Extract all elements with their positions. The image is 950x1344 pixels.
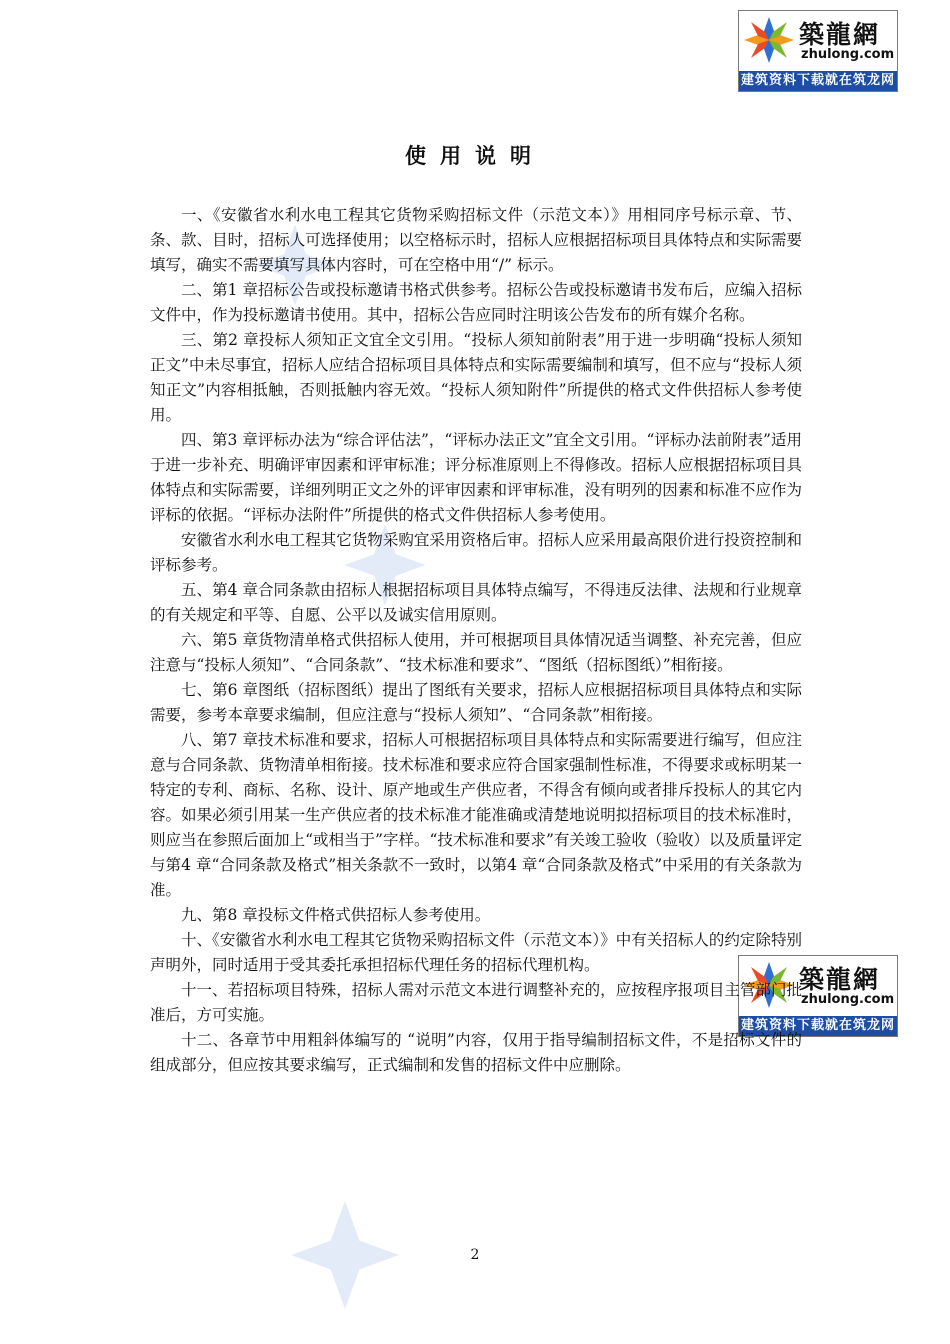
logo-domain-text: zhulong.com (801, 47, 895, 62)
page-number: 2 (470, 1247, 480, 1263)
paragraph-4-note: 安徽省水利水电工程其它货物采购宜采用资格后审。招标人应采用最高限价进行投资控制和评标参考。 (150, 531, 802, 574)
logo-domain-text: zhulong.com (801, 992, 895, 1007)
paragraph-5: 五、第4 章合同条款由招标人根据招标项目具体特点编写，不得违反法律、法规和行业规章的有关规定和平等、自愿、公平以及诚实信用原则。 (150, 581, 802, 624)
document-body (150, 203, 802, 1078)
paragraph-2: 二、第1 章招标公告或投标邀请书格式供参考。招标公告或投标邀请书发布后，应编入招标文件中，作为投标邀请书使用。其中，招标公告应同时注明该公告发布的所有媒介名称。 (150, 281, 802, 324)
paragraph-3: 三、第2 章投标人须知正文宜全文引用。“投标人须知前附表”用于进一步明确“投标人须知正文”中未尽事宜，招标人应结合招标项目具体特点和实际需要编制和填写，但不应与“投标人须知正文”内容相抵触，否则抵触内容无效。“投标人须知附件”所提供的格式文件供招标人参考使用。 (150, 331, 802, 424)
logo-brand-text: 築龍網 (799, 20, 881, 49)
zhulong-snowflake-icon (741, 15, 797, 65)
paragraph-6: 六、第5 章货物清单格式供招标人使用，并可根据项目具体情况适当调整、补充完善，但应注意与“投标人须知”、“合同条款”、“技术标准和要求”、“图纸（招标图纸）”相衔接。 (150, 631, 802, 674)
paragraph-10: 十、《安徽省水利水电工程其它货物采购招标文件（示范文本）》中有关招标人的约定除特别声明外，同时适用于受其委托承担招标代理任务的招标代理机构。 (150, 931, 802, 974)
logo-slogan-banner: 建筑资料下载就在筑龙网 (739, 1016, 897, 1036)
logo-brand-text: 築龍網 (799, 965, 881, 994)
paragraph-1: 一、《安徽省水利水电工程其它货物采购招标文件（示范文本）》用相同序号标示章、节、条、款、目时，招标人可选择使用；以空格标示时，招标人应根据招标项目具体特点和实际需要填写，确实不需要填写具体内容时，可在空格中用“/” 标示。 (150, 206, 802, 274)
paragraph-12: 十二、各章节中用粗斜体编写的 “说明”内容，仅用于指导编制招标文件，不是招标文件的组成部分，但应按其要求编写，正式编制和发售的招标文件中应删除。 (150, 1031, 802, 1074)
zhulong-logo-top[interactable] (738, 10, 898, 92)
page-title: 使用说明 (405, 144, 545, 169)
paragraph-11: 十一、若招标项目特殊，招标人需对示范文本进行调整补充的，应按程序报项目主管部门批准后，方可实施。 (150, 981, 802, 1024)
logo-slogan-banner: 建筑资料下载就在筑龙网 (739, 71, 897, 91)
paragraph-9: 九、第8 章投标文件格式供招标人参考使用。 (181, 906, 491, 924)
paragraph-4: 四、第3 章评标办法为“综合评估法”，“评标办法正文”宜全文引用。“评标办法前附表”适用于进一步补充、明确评审因素和评审标准；评分标准原则上不得修改。招标人应根据招标项目具体特点和实际需要，详细列明正文之外的评审因素和评审标准，没有明列的因素和标准不应作为评标的依据。“评标办法附件”所提供的格式文件供招标人参考使用。 (150, 431, 802, 524)
paragraph-7: 七、第6 章图纸（招标图纸）提出了图纸有关要求，招标人应根据招标项目具体特点和实际需要，参考本章要求编制，但应注意与“投标人须知”、“合同条款”相衔接。 (150, 681, 802, 724)
paragraph-8: 八、第7 章技术标准和要求，招标人可根据招标项目具体特点和实际需要进行编写，但应注意与合同条款、货物清单相衔接。技术标准和要求应符合国家强制性标准，不得要求或标明某一特定的专利、商标、名称、设计、原产地或生产供应者，不得含有倾向或者排斥投标人的其它内容。如果必须引用某一生产供应者的技术标准才能准确或清楚地说明拟招标项目的技术标准时，则应当在参照后面加上“或相当于”字样。“技术标准和要求”有关竣工验收（验收）以及质量评定与第4 章“合同条款及格式”相关条款不一致时，以第4 章“合同条款及格式”中采用的有关条款为准。 (150, 731, 802, 899)
